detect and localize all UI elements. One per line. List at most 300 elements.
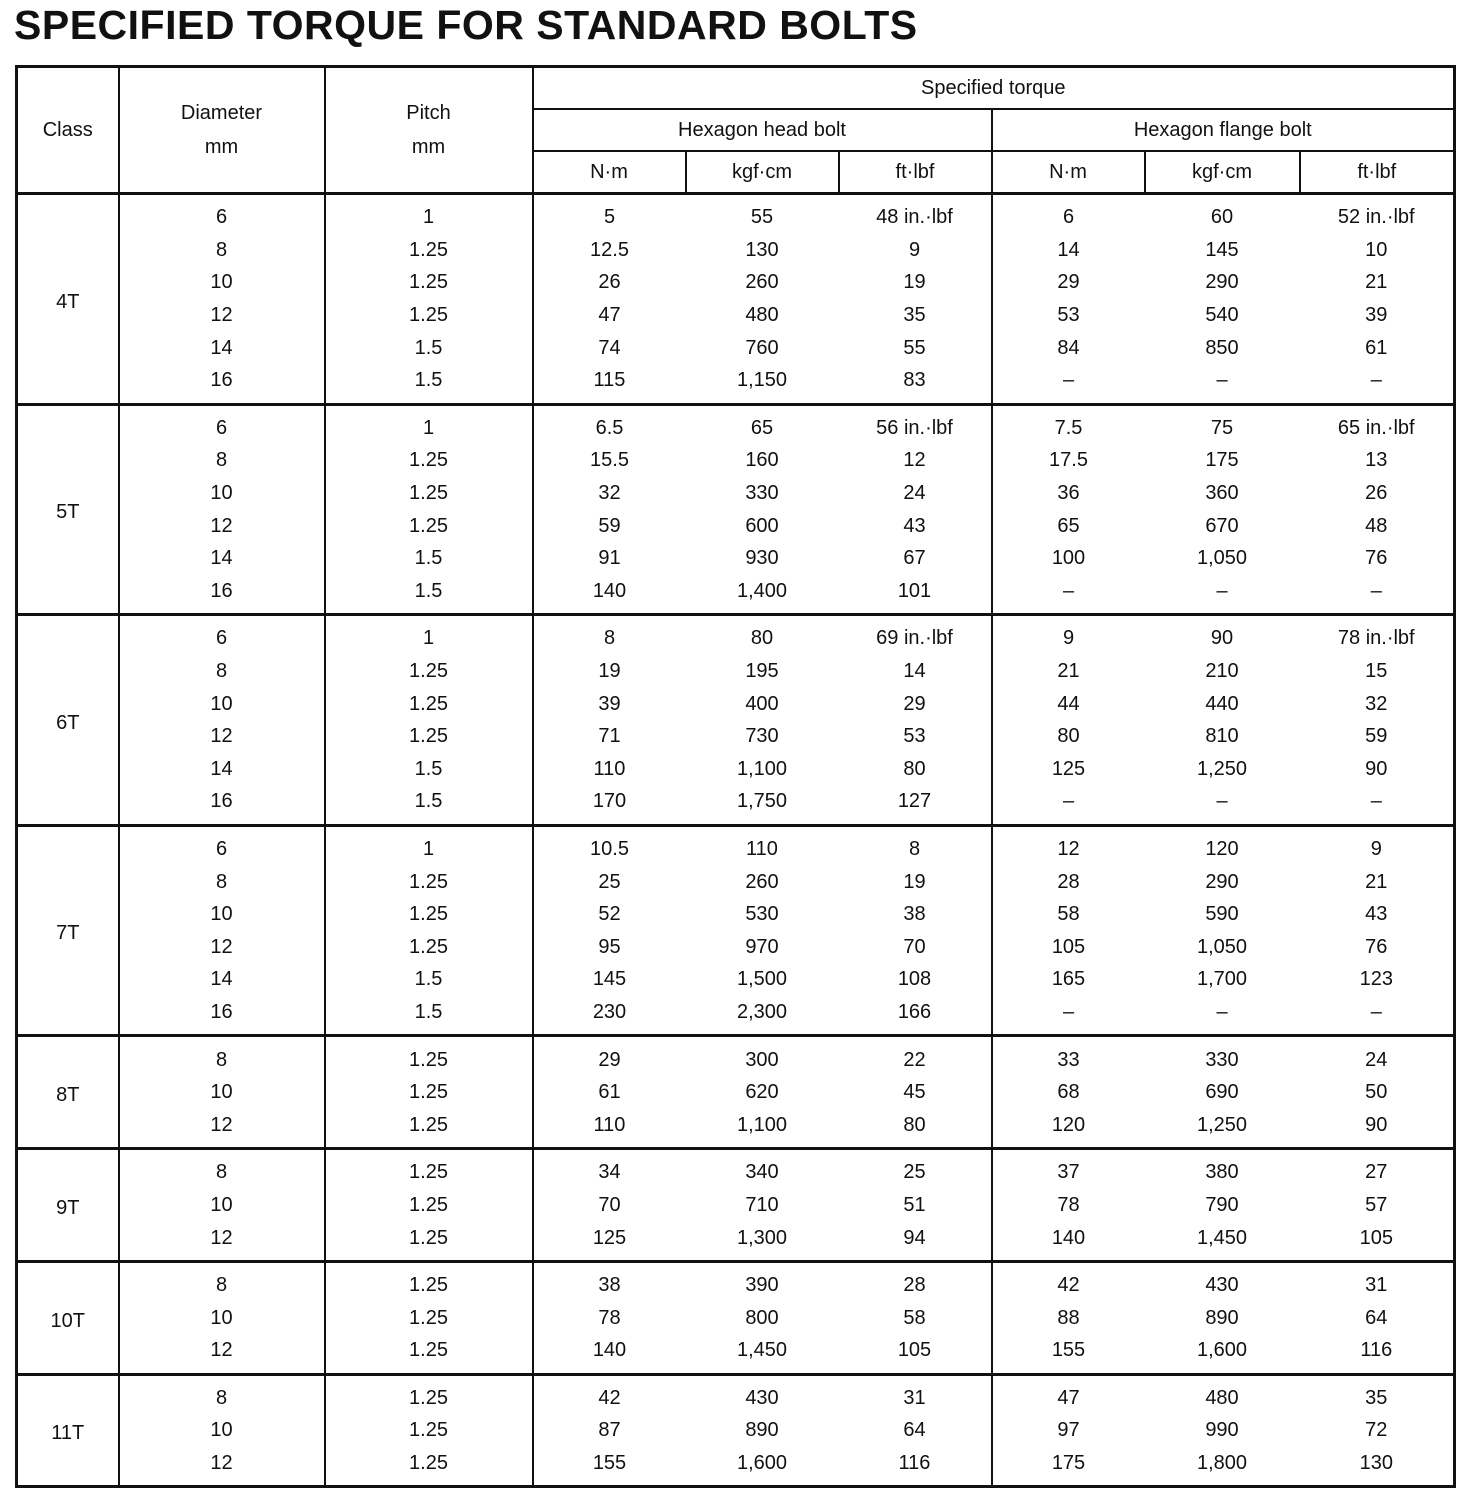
table-cell: 10 <box>119 1076 325 1109</box>
table-cell: 140 <box>533 1334 686 1374</box>
table-cell: 10.5 <box>533 825 686 865</box>
class-cell: 10T <box>50 1309 85 1332</box>
class-group-9t <box>17 1149 1455 1262</box>
table-cell: 1.5 <box>325 364 533 404</box>
table-cell: 28 <box>992 865 1145 898</box>
table-cell: 55 <box>750 206 774 229</box>
table-cell: 195 <box>745 660 779 683</box>
table-cell: 1,100 <box>736 1113 788 1136</box>
table-cell: 440 <box>1205 692 1239 715</box>
table-cell: 105 <box>992 930 1145 963</box>
header-unit-head-kgfcm: kgf·cm <box>686 151 839 194</box>
table-cell: 72 <box>1365 1419 1388 1442</box>
table-cell: 44 <box>992 687 1145 720</box>
table-cell: 1.25 <box>325 1301 533 1334</box>
table-cell: 19 <box>533 655 686 688</box>
table-row <box>17 266 1455 299</box>
table-cell: 57 <box>1365 1193 1388 1216</box>
table-cell: 39 <box>533 687 686 720</box>
table-cell: 1.5 <box>325 753 533 786</box>
table-cell: 10 <box>119 266 325 299</box>
table-cell: 37 <box>992 1149 1145 1189</box>
table-cell: 155 <box>533 1447 686 1487</box>
table-cell: 13 <box>1365 449 1388 472</box>
table-cell: 69 in.·lbf <box>876 627 953 650</box>
table-row <box>17 1374 1455 1414</box>
table-cell: – <box>1216 369 1228 392</box>
table-cell: 15.5 <box>533 444 686 477</box>
table-cell: 1,100 <box>736 757 788 780</box>
table-cell: 1 <box>325 404 533 444</box>
table-cell: 64 <box>1365 1306 1388 1329</box>
table-cell: 1 <box>325 615 533 655</box>
table-cell: 1 <box>325 825 533 865</box>
table-cell: 58 <box>992 898 1145 931</box>
table-cell: 78 in.·lbf <box>1337 627 1415 650</box>
table-cell: 56 in.·lbf <box>876 416 953 439</box>
table-row <box>17 1221 1455 1261</box>
table-cell: 32 <box>1365 692 1388 715</box>
table-cell: 42 <box>992 1261 1145 1301</box>
header-hexagon-head-bolt: Hexagon head bolt <box>533 109 992 151</box>
class-group-10t <box>17 1261 1455 1374</box>
class-cell: 9T <box>56 1196 80 1219</box>
class-group-11t <box>17 1374 1455 1487</box>
table-cell: 14 <box>992 234 1145 267</box>
table-row <box>17 785 1455 825</box>
table-cell: 65 <box>750 416 774 439</box>
table-row <box>17 1334 1455 1374</box>
table-row <box>17 1108 1455 1148</box>
table-cell: 1.5 <box>325 575 533 615</box>
table-cell: 1,700 <box>1196 968 1248 991</box>
table-row <box>17 615 1455 655</box>
table-cell: 12 <box>119 720 325 753</box>
table-cell: 80 <box>992 720 1145 753</box>
table-cell: 32 <box>533 477 686 510</box>
table-cell: 65 in.·lbf <box>1337 416 1415 439</box>
table-cell: 110 <box>533 1108 686 1148</box>
table-cell: 790 <box>1205 1193 1239 1216</box>
class-cell: 4T <box>56 290 80 313</box>
table-cell: 330 <box>1205 1048 1239 1071</box>
table-cell: 10 <box>119 1301 325 1334</box>
table-cell: 48 <box>1365 514 1388 537</box>
table-cell: 890 <box>1205 1306 1239 1329</box>
table-cell: 120 <box>992 1108 1145 1148</box>
table-cell: 9 <box>992 615 1145 655</box>
table-cell: 75 <box>1210 416 1234 439</box>
table-cell: 1,500 <box>736 968 788 991</box>
table-cell: 127 <box>897 790 932 813</box>
table-row <box>17 1447 1455 1487</box>
table-cell: 36 <box>992 477 1145 510</box>
table-row <box>17 542 1455 575</box>
table-cell: 10 <box>119 477 325 510</box>
table-cell: 1.25 <box>325 1374 533 1414</box>
table-cell: 1.25 <box>325 1036 533 1076</box>
table-cell: 24 <box>903 482 926 505</box>
table-cell: 101 <box>897 579 932 602</box>
table-cell: 8 <box>119 1261 325 1301</box>
table-cell: 83 <box>903 369 926 392</box>
table-row <box>17 753 1455 786</box>
table-cell: 61 <box>533 1076 686 1109</box>
table-cell: 116 <box>898 1452 931 1475</box>
table-cell: 27 <box>1365 1161 1388 1184</box>
table-cell: 1.25 <box>325 898 533 931</box>
table-cell: 47 <box>992 1374 1145 1414</box>
table-cell: 31 <box>1365 1274 1388 1297</box>
table-cell: 7.5 <box>992 404 1145 444</box>
table-cell: 125 <box>992 753 1145 786</box>
table-cell: 17.5 <box>992 444 1145 477</box>
table-cell: – <box>992 996 1145 1036</box>
table-row <box>17 194 1455 234</box>
table-cell: 1.5 <box>325 542 533 575</box>
table-cell: 10 <box>119 898 325 931</box>
table-cell: – <box>992 785 1145 825</box>
table-cell: 70 <box>533 1189 686 1222</box>
table-cell: 108 <box>897 968 932 991</box>
table-row <box>17 1076 1455 1109</box>
table-cell: 1.25 <box>325 1261 533 1301</box>
table-cell: 290 <box>1205 870 1239 893</box>
table-cell: 21 <box>1365 870 1388 893</box>
table-cell: 45 <box>903 1081 926 1104</box>
table-cell: 380 <box>1205 1161 1239 1184</box>
table-cell: 25 <box>533 865 686 898</box>
table-cell: 1.25 <box>325 1221 533 1261</box>
table-cell: 125 <box>533 1221 686 1261</box>
table-cell: 78 <box>992 1189 1145 1222</box>
table-row <box>17 1261 1455 1301</box>
table-cell: 1,600 <box>736 1452 788 1475</box>
table-cell: – <box>992 364 1145 404</box>
table-cell: 10 <box>119 687 325 720</box>
page-title: SPECIFIED TORQUE FOR STANDARD BOLTS <box>14 2 918 48</box>
table-cell: 100 <box>992 542 1145 575</box>
header-pitch-unit: mm <box>411 136 446 158</box>
table-cell: 14 <box>119 542 325 575</box>
table-cell: 155 <box>992 1334 1145 1374</box>
table-cell: 12 <box>119 930 325 963</box>
table-cell: 1,300 <box>736 1226 788 1249</box>
table-cell: 1,250 <box>1196 757 1248 780</box>
table-cell: 1.25 <box>325 1447 533 1487</box>
class-group-5t <box>17 404 1455 615</box>
table-cell: 24 <box>1365 1048 1388 1071</box>
class-cell: 7T <box>56 922 80 945</box>
table-cell: 175 <box>992 1447 1145 1487</box>
table-cell: 5 <box>533 194 686 234</box>
table-cell: 480 <box>745 304 779 327</box>
table-cell: 12 <box>903 449 926 472</box>
table-cell: 16 <box>119 364 325 404</box>
table-row <box>17 655 1455 688</box>
table-cell: 21 <box>992 655 1145 688</box>
table-cell: 6 <box>119 194 325 234</box>
table-cell: 84 <box>992 331 1145 364</box>
table-cell: 990 <box>1205 1419 1239 1442</box>
table-cell: 175 <box>1205 449 1239 472</box>
table-cell: 145 <box>533 963 686 996</box>
table-cell: 55 <box>903 336 926 359</box>
table-cell: 1,250 <box>1196 1113 1248 1136</box>
table-cell: 400 <box>745 692 779 715</box>
table-cell: 600 <box>745 514 779 537</box>
table-cell: 690 <box>1205 1081 1239 1104</box>
class-cell: 8T <box>56 1084 80 1107</box>
table-cell: 430 <box>1205 1274 1239 1297</box>
table-cell: 52 <box>533 898 686 931</box>
table-cell: 14 <box>903 660 926 683</box>
table-row <box>17 687 1455 720</box>
table-cell: 130 <box>1359 1452 1393 1475</box>
table-cell: 1,150 <box>736 369 788 392</box>
table-cell: 38 <box>903 903 926 926</box>
table-cell: 710 <box>745 1193 779 1216</box>
table-cell: 39 <box>1365 304 1388 327</box>
table-cell: 6.5 <box>533 404 686 444</box>
table-cell: 12 <box>992 825 1145 865</box>
table-cell: 29 <box>903 692 926 715</box>
class-group-7t <box>17 825 1455 1036</box>
table-header <box>17 67 1455 194</box>
table-cell: 58 <box>903 1306 926 1329</box>
table-cell: 590 <box>1205 903 1239 926</box>
table-cell: 28 <box>903 1274 926 1297</box>
table-cell: 1.25 <box>325 299 533 332</box>
table-cell: 12.5 <box>533 234 686 267</box>
header-pitch <box>325 67 533 194</box>
table-cell: 116 <box>1360 1339 1393 1362</box>
table-cell: 1,400 <box>736 579 788 602</box>
table-row <box>17 234 1455 267</box>
table-row <box>17 996 1455 1036</box>
table-cell: 1.25 <box>325 930 533 963</box>
table-cell: 29 <box>992 266 1145 299</box>
table-cell: 74 <box>533 331 686 364</box>
table-cell: – <box>1370 579 1382 602</box>
table-cell: 14 <box>119 963 325 996</box>
table-cell: 1,050 <box>1196 935 1248 958</box>
table-cell: 145 <box>1205 238 1239 261</box>
table-cell: 1,800 <box>1196 1452 1248 1475</box>
table-cell: – <box>1370 790 1382 813</box>
table-cell: 34 <box>533 1149 686 1189</box>
table-cell: 930 <box>745 547 779 570</box>
table-cell: 68 <box>992 1076 1145 1109</box>
table-row <box>17 1414 1455 1447</box>
table-row <box>17 331 1455 364</box>
header-unit-head-ftlbf: ft·lbf <box>839 151 992 194</box>
table-cell: 8 <box>908 837 921 860</box>
table-cell: 52 in.·lbf <box>1337 206 1415 229</box>
class-cell: 6T <box>56 711 80 734</box>
class-group-8t <box>17 1036 1455 1149</box>
table-cell: 360 <box>1205 482 1239 505</box>
table-cell: 29 <box>533 1036 686 1076</box>
table-cell: 12 <box>119 1108 325 1148</box>
table-cell: 14 <box>119 753 325 786</box>
table-cell: 43 <box>903 514 926 537</box>
table-cell: 97 <box>992 1414 1145 1447</box>
table-cell: 67 <box>903 547 926 570</box>
table-row <box>17 299 1455 332</box>
table-cell: 1.25 <box>325 1414 533 1447</box>
table-cell: 160 <box>745 449 779 472</box>
table-cell: 65 <box>992 509 1145 542</box>
table-cell: 1.25 <box>325 1076 533 1109</box>
table-row <box>17 1301 1455 1334</box>
header-diameter-unit: mm <box>204 136 239 158</box>
table-cell: 1.25 <box>325 266 533 299</box>
table-cell: 6 <box>119 825 325 865</box>
table-cell: 9 <box>1370 837 1382 860</box>
table-cell: 53 <box>992 299 1145 332</box>
table-cell: 38 <box>533 1261 686 1301</box>
table-cell: 94 <box>903 1226 926 1249</box>
table-cell: 31 <box>903 1386 926 1409</box>
table-cell: 48 in.·lbf <box>876 206 953 229</box>
table-cell: 8 <box>119 444 325 477</box>
table-cell: 12 <box>119 1334 325 1374</box>
table-cell: 105 <box>897 1339 932 1362</box>
table-cell: 26 <box>533 266 686 299</box>
table-cell: 9 <box>908 238 921 261</box>
table-cell: 1,600 <box>1196 1339 1248 1362</box>
table-cell: 10 <box>119 1189 325 1222</box>
table-cell: 90 <box>1365 757 1388 780</box>
torque-table <box>15 65 1456 1488</box>
table-cell: 140 <box>533 575 686 615</box>
table-cell: 64 <box>903 1419 926 1442</box>
table-cell: 95 <box>533 930 686 963</box>
table-cell: 890 <box>745 1419 779 1442</box>
table-cell: 71 <box>533 720 686 753</box>
table-row <box>17 963 1455 996</box>
table-cell: 88 <box>992 1301 1145 1334</box>
table-cell: 47 <box>533 299 686 332</box>
header-unit-flange-kgfcm: kgf·cm <box>1145 151 1300 194</box>
table-cell: 59 <box>533 509 686 542</box>
table-cell: 14 <box>119 331 325 364</box>
table-cell: 90 <box>1210 627 1234 650</box>
table-cell: 60 <box>1210 206 1234 229</box>
table-row <box>17 509 1455 542</box>
header-diameter <box>119 67 325 194</box>
table-cell: 850 <box>1205 336 1239 359</box>
table-cell: 1.25 <box>325 865 533 898</box>
table-cell: 70 <box>903 935 926 958</box>
table-cell: 1.5 <box>325 331 533 364</box>
header-unit-head-nm: N·m <box>533 151 686 194</box>
table-cell: 8 <box>533 615 686 655</box>
table-cell: 140 <box>992 1221 1145 1261</box>
table-cell: – <box>1216 579 1228 602</box>
table-cell: 230 <box>533 996 686 1036</box>
header-unit-flange-ftlbf: ft·lbf <box>1300 151 1455 194</box>
table-cell: 260 <box>745 271 779 294</box>
table-row <box>17 444 1455 477</box>
header-unit-flange-nm: N·m <box>992 151 1145 194</box>
table-cell: 16 <box>119 996 325 1036</box>
table-cell: 670 <box>1205 514 1239 537</box>
table-cell: 2,300 <box>736 1000 788 1023</box>
table-cell: 16 <box>119 575 325 615</box>
table-cell: 730 <box>745 725 779 748</box>
table-row <box>17 404 1455 444</box>
table-cell: 8 <box>119 655 325 688</box>
header-pitch-label: Pitch <box>406 102 451 124</box>
table-row <box>17 930 1455 963</box>
table-cell: 110 <box>746 837 778 860</box>
table-cell: 330 <box>745 482 779 505</box>
table-cell: 1.25 <box>325 655 533 688</box>
class-group-4t <box>17 194 1455 405</box>
table-cell: 290 <box>1205 271 1239 294</box>
table-cell: 6 <box>119 404 325 444</box>
table-row <box>17 1036 1455 1076</box>
table-cell: 130 <box>745 238 779 261</box>
table-cell: 1.25 <box>325 509 533 542</box>
table-cell: 340 <box>745 1161 779 1184</box>
table-cell: 43 <box>1365 903 1388 926</box>
table-cell: 8 <box>119 1036 325 1076</box>
table-cell: 12 <box>119 1447 325 1487</box>
table-cell: 80 <box>903 1113 926 1136</box>
table-cell: 6 <box>119 615 325 655</box>
table-cell: 165 <box>992 963 1145 996</box>
table-cell: 10 <box>119 1414 325 1447</box>
table-row <box>17 477 1455 510</box>
table-row <box>17 865 1455 898</box>
table-cell: 300 <box>745 1048 779 1071</box>
table-cell: 1.25 <box>325 444 533 477</box>
table-cell: 1,050 <box>1196 547 1248 570</box>
table-cell: 260 <box>745 870 779 893</box>
table-cell: 120 <box>1205 837 1239 860</box>
table-cell: 970 <box>745 935 779 958</box>
table-cell: 8 <box>119 865 325 898</box>
class-cell: 5T <box>56 501 80 524</box>
header-class: Class <box>17 67 119 194</box>
table-cell: 1,750 <box>736 790 788 813</box>
table-cell: 33 <box>992 1036 1145 1076</box>
table-cell: 620 <box>745 1081 779 1104</box>
table-row <box>17 720 1455 753</box>
table-cell: 1.25 <box>325 477 533 510</box>
table-cell: 59 <box>1365 725 1388 748</box>
table-cell: 1.25 <box>325 1189 533 1222</box>
table-cell: 540 <box>1205 304 1239 327</box>
table-cell: 170 <box>533 785 686 825</box>
class-group-6t <box>17 615 1455 826</box>
table-cell: 480 <box>1205 1386 1239 1409</box>
table-cell: 25 <box>903 1161 926 1184</box>
table-cell: – <box>1370 369 1382 392</box>
class-cell: 11T <box>51 1422 85 1445</box>
table-cell: 22 <box>903 1048 926 1071</box>
table-cell: 51 <box>903 1193 926 1216</box>
table-cell: 8 <box>119 1149 325 1189</box>
table-row <box>17 1149 1455 1189</box>
table-cell: – <box>992 575 1145 615</box>
table-cell: 50 <box>1365 1081 1388 1104</box>
table-cell: 760 <box>745 336 779 359</box>
table-cell: 1.25 <box>325 687 533 720</box>
